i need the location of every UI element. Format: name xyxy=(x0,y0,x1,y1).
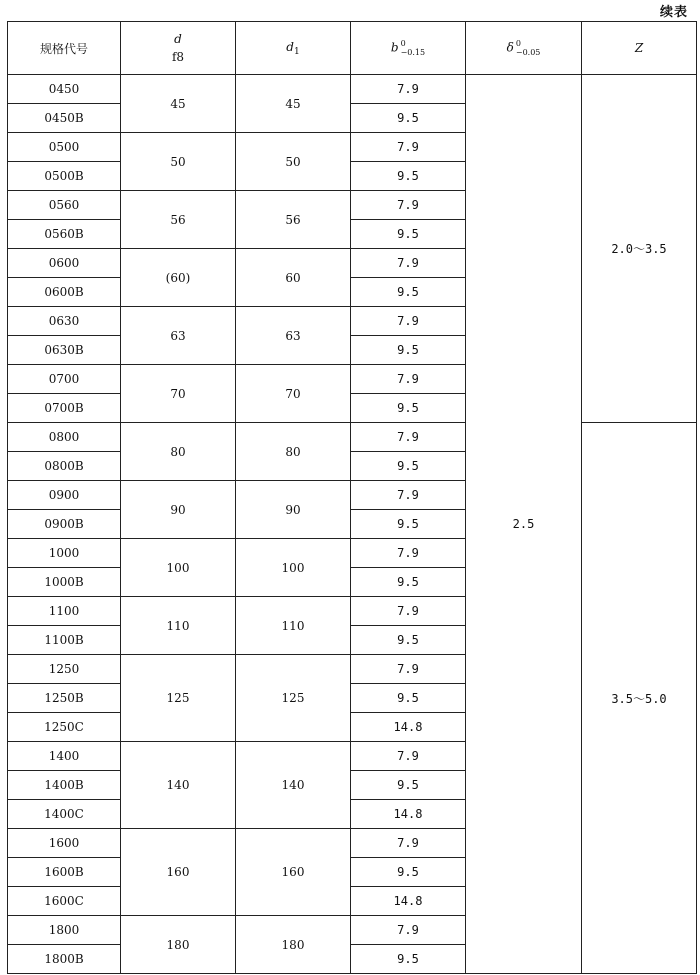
b-cell: 7.9 xyxy=(351,916,466,945)
table-row xyxy=(8,75,697,104)
spec-table xyxy=(7,21,697,974)
b-cell: 14.8 xyxy=(351,887,466,916)
d1-cell: 180 xyxy=(236,916,351,974)
header-d: d f8 xyxy=(121,22,236,75)
b-cell: 7.9 xyxy=(351,655,466,684)
z-range-cell: 3.5～5.0 xyxy=(582,423,697,974)
b-cell: 7.9 xyxy=(351,133,466,162)
d-cell: 140 xyxy=(121,742,236,829)
spec-code-cell: 0900 xyxy=(8,481,121,510)
spec-code-cell: 1600 xyxy=(8,829,121,858)
b-cell: 7.9 xyxy=(351,742,466,771)
spec-code-cell: 1800B xyxy=(8,945,121,974)
d1-cell: 160 xyxy=(236,829,351,916)
d1-cell: 63 xyxy=(236,307,351,365)
spec-code-cell: 0560 xyxy=(8,191,121,220)
b-cell: 9.5 xyxy=(351,394,466,423)
d1-cell: 70 xyxy=(236,365,351,423)
spec-code-cell: 0900B xyxy=(8,510,121,539)
b-cell: 7.9 xyxy=(351,481,466,510)
spec-code-cell: 0450 xyxy=(8,75,121,104)
b-cell: 9.5 xyxy=(351,945,466,974)
header-d1: $d_1$ xyxy=(236,22,351,75)
spec-code-cell: 1600B xyxy=(8,858,121,887)
d-cell: 50 xyxy=(121,133,236,191)
spec-code-cell: 1400 xyxy=(8,742,121,771)
d1-cell: 45 xyxy=(236,75,351,133)
d-cell: 160 xyxy=(121,829,236,916)
b-cell: 9.5 xyxy=(351,510,466,539)
b-cell: 7.9 xyxy=(351,307,466,336)
spec-code-cell: 1250 xyxy=(8,655,121,684)
b-cell: 9.5 xyxy=(351,278,466,307)
spec-code-cell: 1000B xyxy=(8,568,121,597)
d1-cell: 125 xyxy=(236,655,351,742)
table-row xyxy=(8,423,697,452)
b-cell: 7.9 xyxy=(351,191,466,220)
spec-code-cell: 0630B xyxy=(8,336,121,365)
spec-code-cell: 1600C xyxy=(8,887,121,916)
b-cell: 9.5 xyxy=(351,336,466,365)
d-cell: 80 xyxy=(121,423,236,481)
b-cell: 9.5 xyxy=(351,626,466,655)
b-cell: 9.5 xyxy=(351,858,466,887)
spec-code-cell: 1250B xyxy=(8,684,121,713)
d-cell: 70 xyxy=(121,365,236,423)
header-b: b 0 −0.15 xyxy=(351,22,466,75)
d1-cell: 140 xyxy=(236,742,351,829)
b-cell: 9.5 xyxy=(351,162,466,191)
spec-code-cell: 0600B xyxy=(8,278,121,307)
spec-code-cell: 0450B xyxy=(8,104,121,133)
b-cell: 7.9 xyxy=(351,365,466,394)
spec-code-cell: 1400B xyxy=(8,771,121,800)
spec-code-cell: 1400C xyxy=(8,800,121,829)
b-cell: 9.5 xyxy=(351,220,466,249)
b-cell: 9.5 xyxy=(351,104,466,133)
b-cell: 7.9 xyxy=(351,539,466,568)
d1-cell: 56 xyxy=(236,191,351,249)
d-cell: 63 xyxy=(121,307,236,365)
d1-cell: 100 xyxy=(236,539,351,597)
spec-code-cell: 0500 xyxy=(8,133,121,162)
header-z: Z xyxy=(582,22,697,75)
d1-cell: 60 xyxy=(236,249,351,307)
spec-code-cell: 1100B xyxy=(8,626,121,655)
d1-cell: 50 xyxy=(236,133,351,191)
spec-code-cell: 0800B xyxy=(8,452,121,481)
b-cell: 9.5 xyxy=(351,771,466,800)
spec-code-cell: 1100 xyxy=(8,597,121,626)
b-cell: 9.5 xyxy=(351,568,466,597)
header-row xyxy=(8,22,697,75)
b-cell: 7.9 xyxy=(351,829,466,858)
spec-code-cell: 0560B xyxy=(8,220,121,249)
spec-code-cell: 1800 xyxy=(8,916,121,945)
d1-cell: 80 xyxy=(236,423,351,481)
b-cell: 9.5 xyxy=(351,684,466,713)
z-range-cell: 2.0～3.5 xyxy=(582,75,697,423)
d-cell: 100 xyxy=(121,539,236,597)
b-cell: 9.5 xyxy=(351,452,466,481)
b-cell: 14.8 xyxy=(351,713,466,742)
spec-code-cell: 0630 xyxy=(8,307,121,336)
spec-code-cell: 0800 xyxy=(8,423,121,452)
d-cell: 45 xyxy=(121,75,236,133)
d-cell: 110 xyxy=(121,597,236,655)
d-cell: 180 xyxy=(121,916,236,974)
delta-cell: 2.5 xyxy=(466,75,582,974)
d-cell: 125 xyxy=(121,655,236,742)
header-delta: δ 0 −0.05 xyxy=(466,22,582,75)
spec-code-cell: 1000 xyxy=(8,539,121,568)
spec-code-cell: 1250C xyxy=(8,713,121,742)
table-caption: 续表 xyxy=(659,5,688,20)
b-cell: 7.9 xyxy=(351,423,466,452)
b-cell: 14.8 xyxy=(351,800,466,829)
spec-code-cell: 0600 xyxy=(8,249,121,278)
spec-code-cell: 0500B xyxy=(8,162,121,191)
d-cell: (60) xyxy=(121,249,236,307)
d-cell: 56 xyxy=(121,191,236,249)
b-cell: 7.9 xyxy=(351,249,466,278)
d1-cell: 90 xyxy=(236,481,351,539)
spec-code-cell: 0700 xyxy=(8,365,121,394)
spec-code-cell: 0700B xyxy=(8,394,121,423)
b-cell: 7.9 xyxy=(351,597,466,626)
b-cell: 7.9 xyxy=(351,75,466,104)
header-spec-code: 规格代号 xyxy=(8,22,121,75)
d1-cell: 110 xyxy=(236,597,351,655)
d-cell: 90 xyxy=(121,481,236,539)
